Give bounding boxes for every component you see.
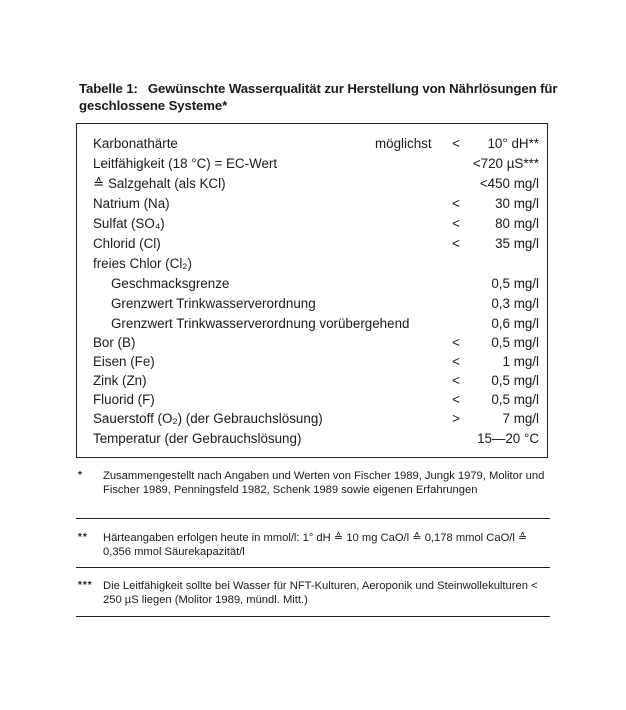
footnote-text: Zusammengestellt nach Angaben und Werten von Fischer 1989, Jungk 1979, Molitor und Fischer 1989, Penningsfeld 1982, Schenk 1989 sowie eigenen Erfahrungen xyxy=(103,470,545,496)
footnote-mark: * xyxy=(78,470,83,481)
row-label: Grenzwert Trinkwasserverordnung vorübergehend xyxy=(111,316,410,331)
table-row xyxy=(93,429,539,449)
table-row xyxy=(93,174,539,194)
row-value: 10° dH** xyxy=(487,136,539,151)
row-value: <720 µS*** xyxy=(472,156,539,171)
table-row xyxy=(93,274,539,294)
row-label: Geschmacksgrenze xyxy=(111,276,230,291)
row-value: 0,5 mg/l xyxy=(491,276,539,291)
row-label: Grenzwert Trinkwasserverordnung xyxy=(111,296,316,311)
row-comparator: < xyxy=(452,354,460,369)
caption-label: Tabelle 1: xyxy=(79,81,138,96)
table-row xyxy=(93,333,539,353)
footnote-divider xyxy=(76,518,550,519)
row-value: 80 mg/l xyxy=(495,216,539,231)
table-row xyxy=(93,134,539,154)
table-row xyxy=(93,294,539,314)
table-row xyxy=(93,214,539,234)
row-value: 1 mg/l xyxy=(502,354,539,369)
row-label: Bor (B) xyxy=(93,335,136,350)
row-label: Fluorid (F) xyxy=(93,392,155,407)
table-row xyxy=(93,371,539,391)
row-value: 30 mg/l xyxy=(495,196,539,211)
row-comparator: < xyxy=(452,196,460,211)
table-caption xyxy=(79,80,559,114)
row-value: 35 mg/l xyxy=(495,236,539,251)
row-label: Temperatur (der Gebrauchslösung) xyxy=(93,431,302,446)
row-value: 0,5 mg/l xyxy=(491,392,539,407)
row-value: 0,5 mg/l xyxy=(491,335,539,350)
footnote xyxy=(76,532,550,562)
row-label: ≙ Salzgehalt (als KCl) xyxy=(93,176,226,191)
row-label: Eisen (Fe) xyxy=(93,354,155,369)
row-qualifier: möglichst xyxy=(375,136,432,151)
table-row xyxy=(93,254,539,274)
table-row xyxy=(93,390,539,410)
row-value: 0,5 mg/l xyxy=(491,373,539,388)
row-label: Natrium (Na) xyxy=(93,196,170,211)
table-row xyxy=(93,352,539,372)
row-value: 0,6 mg/l xyxy=(491,316,539,331)
row-comparator: < xyxy=(452,335,460,350)
footnote xyxy=(76,470,550,512)
table-row xyxy=(93,234,539,254)
row-comparator: > xyxy=(452,411,460,426)
footnote-text: Härteangaben erfolgen heute in mmol/l: 1° dH ≙ 10 mg CaO/l ≙ 0,178 mmol CaO/l ≙ 0,356 mmol Säurekapazität/l xyxy=(103,532,528,558)
row-value: 0,3 mg/l xyxy=(491,296,539,311)
row-value: 15—20 °C xyxy=(477,431,539,446)
row-label: freies Chlor (Cl₂) xyxy=(93,256,192,271)
row-label: Sauerstoff (O₂) (der Gebrauchslösung) xyxy=(93,411,323,426)
caption-title: Gewünschte Wasserqualität zur Herstellung von Nährlösungen für geschlossene Systeme* xyxy=(79,81,558,113)
table-row xyxy=(93,194,539,214)
row-comparator: < xyxy=(452,236,460,251)
row-label: Zink (Zn) xyxy=(93,373,147,388)
footnote-text: Die Leitfähigkeit sollte bei Wasser für NFT-Kulturen, Aeroponik und Steinwollekulturen < 250 µS liegen (Molitor 1989, mündl. Mitt.) xyxy=(103,580,538,606)
row-value: 7 mg/l xyxy=(502,411,539,426)
footnote-divider xyxy=(76,567,550,568)
table-row xyxy=(93,154,539,174)
footnote-divider xyxy=(76,616,550,617)
water-quality-table xyxy=(76,123,548,458)
row-label: Chlorid (Cl) xyxy=(93,236,161,251)
footnote xyxy=(76,580,550,610)
row-label: Sulfat (SO₄) xyxy=(93,216,165,231)
table-row xyxy=(93,314,539,334)
row-label: Leitfähigkeit (18 °C) = EC-Wert xyxy=(93,156,278,171)
row-comparator: < xyxy=(452,136,460,151)
row-comparator: < xyxy=(452,392,460,407)
row-value: <450 mg/l xyxy=(479,176,539,191)
table-row xyxy=(93,409,539,429)
row-label: Karbonathärte xyxy=(93,136,178,151)
footnote-mark: *** xyxy=(78,580,93,591)
row-comparator: < xyxy=(452,373,460,388)
footnote-mark: ** xyxy=(78,532,88,543)
row-comparator: < xyxy=(452,216,460,231)
